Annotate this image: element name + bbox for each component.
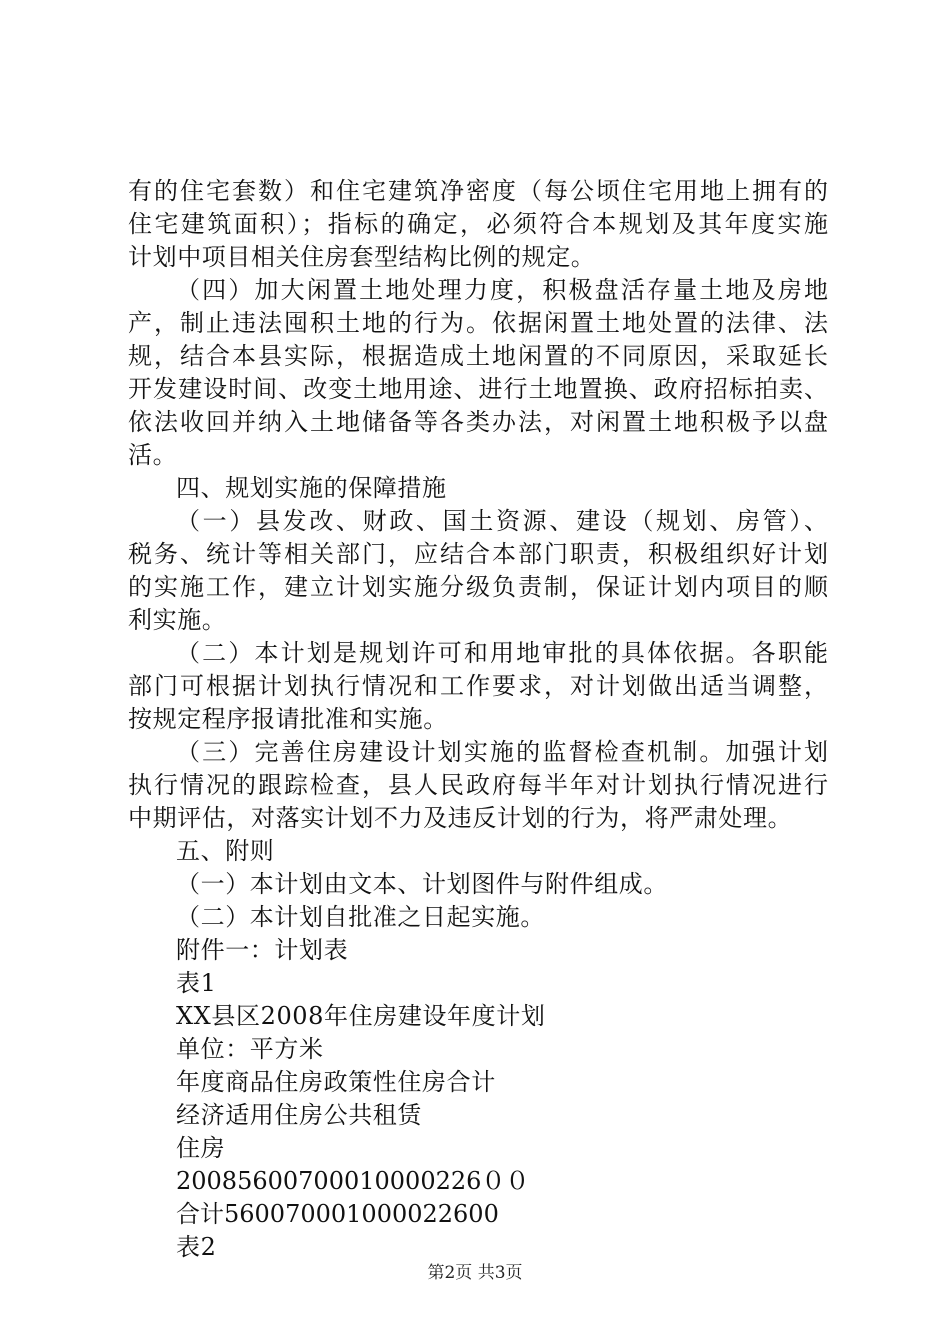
body-line: 活。 — [128, 441, 178, 469]
section-heading: 五、附则 — [176, 837, 275, 865]
body-line: 执行情况的跟踪检查，县人民政府每半年对计划执行情况进行 — [128, 771, 828, 799]
paragraph-start-line: （一）县发改、财政、国土资源、建设（规划、房管）、 — [176, 507, 828, 535]
table-header-line: 经济适用住房公共租赁 — [176, 1101, 422, 1129]
body-line: 计划中项目相关住房套型结构比例的规定。 — [128, 243, 596, 271]
body-line: 依法收回并纳入土地储备等各类办法，对闲置土地积极予以盘 — [128, 408, 828, 436]
body-line: 的实施工作，建立计划实施分级负责制，保证计划内项目的顺 — [128, 573, 828, 601]
body-line: 利实施。 — [128, 606, 227, 634]
body-line: 有的住宅套数）和住宅建筑净密度（每公顷住宅用地上拥有的 — [128, 177, 828, 205]
table-label: 表2 — [176, 1233, 217, 1261]
body-line: 产，制止违法囤积土地的行为。依据闲置土地处置的法律、法 — [128, 309, 828, 337]
body-line: 规，结合本县实际，根据造成土地闲置的不同原因，采取延长 — [128, 342, 828, 370]
paragraph-start-line: （四）加大闲置土地处理力度，积极盘活存量土地及房地 — [176, 276, 828, 304]
unit-label: 单位：平方米 — [176, 1035, 324, 1063]
table-total-line: 合计560070001000022600 — [176, 1200, 499, 1228]
body-line: 部门可根据计划执行情况和工作要求，对计划做出适当调整， — [128, 672, 828, 700]
table-label: 表1 — [176, 969, 217, 997]
body-line: 住宅建筑面积）；指标的确定，必须符合本规划及其年度实施 — [128, 210, 828, 238]
body-line: 税务、统计等相关部门，应结合本部门职责，积极组织好计划 — [128, 540, 828, 568]
section-heading: 四、规划实施的保障措施 — [176, 474, 447, 502]
paragraph-start-line: （二）本计划是规划许可和用地审批的具体依据。各职能 — [176, 639, 828, 667]
body-line: 中期评估，对落实计划不力及违反计划的行为，将严肃处理。 — [128, 804, 793, 832]
body-line: （二）本计划自批准之日起实施。 — [176, 903, 545, 931]
table-header-line: 住房 — [176, 1134, 226, 1162]
table-header-line: 年度商品住房政策性住房合计 — [176, 1068, 496, 1096]
body-line: （一）本计划由文本、计划图件与附件组成。 — [176, 870, 668, 898]
body-line: 按规定程序报请批准和实施。 — [128, 705, 448, 733]
attachment-title: 附件一：计划表 — [176, 936, 349, 964]
page-footer: 第2页 共3页 — [427, 1263, 523, 1283]
table-title: XX县区2008年住房建设年度计划 — [176, 1002, 546, 1030]
table-data-line: 20085600700010000226００ — [176, 1167, 530, 1195]
body-line: 开发建设时间、改变土地用途、进行土地置换、政府招标拍卖、 — [128, 375, 828, 403]
paragraph-start-line: （三）完善住房建设计划实施的监督检查机制。加强计划 — [176, 738, 828, 766]
